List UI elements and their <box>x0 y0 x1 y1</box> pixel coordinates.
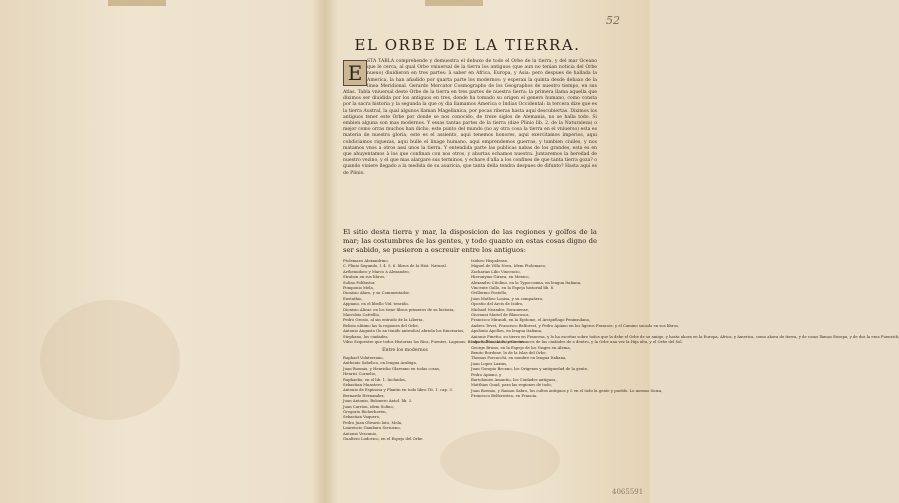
author-entry: Hieronymo Girava, en Mexico, <box>471 274 530 280</box>
author-entry: Iulio Ballino, la Estatua entonces de las ciudades de a dentro, y la Orbe una vez la Hija alta, y el Orbe del Sol. <box>471 339 683 345</box>
author-entry: Juan Carrion, idem Solino, <box>343 403 394 409</box>
author-entry: Michael Neander, Sorauiense, <box>471 306 530 312</box>
author-entry: Alexandro Citolino, en la Typocosmia, en lengua Italiana, <box>471 279 582 285</box>
author-entry: Antonio de Espinosa y Plantin en todo libro Tit. 1. cap. 3. <box>343 387 453 393</box>
author-entry: Stephano, los ciudades, <box>343 333 389 339</box>
hinge-tab-right <box>425 0 483 6</box>
author-entry: Antonio Vescanio, <box>343 430 378 436</box>
author-entry: Strabon en sus libros, <box>343 274 386 280</box>
author-entry: Bernardo Hernandez, <box>343 392 385 398</box>
author-entry: Miguel de Villa Nova, Idem Ptolemaeo, <box>471 263 547 269</box>
author-entry: Sebastian Vaquero, <box>343 414 381 420</box>
author-entry: Vincente Gallo, en la Espejo historial lib. 8. <box>471 285 555 291</box>
author-entry: Arthemidoro y Marco à Alexandro, <box>343 268 410 274</box>
author-entry: Juan Boemio, y Henricko Glareano en todas cosas, <box>343 365 441 371</box>
author-entry: Giovanni Mariel de Blancosca, <box>471 312 530 318</box>
author-entry: Sebastian Munstero, <box>343 381 383 387</box>
author-entry: Belisio ulitimo las la regiones del Orbe, <box>343 322 419 328</box>
author-entry: Opostio del Arcis de Isidro, <box>471 301 524 307</box>
author-entry: Pedro Orosio, al sin entrado de la Liberia, <box>343 317 424 323</box>
author-entry: Vibio Sequestre que todos Historias los Rios, Fuentes, Lagunas, Bosques, Montañas, y Gentes. <box>343 339 526 345</box>
author-entry: Zacharias Lilio Vincencio, <box>471 268 521 274</box>
author-entry: Raphaelio, en el lib. 1. Incluidos, <box>343 376 407 382</box>
author-entry: Pomponio Mela, <box>343 285 374 291</box>
author-entry: Isidoro Hispalense, <box>471 258 509 263</box>
author-entry: Pedro Juan Olivario lato, Mela, <box>343 419 403 425</box>
author-entry: Juan Matheo Loaisa, y su compañero, <box>471 295 544 301</box>
hinge-tab-left <box>108 0 166 6</box>
author-entry: Anthonio Sabelico, en lengua Arabiga, <box>343 360 417 366</box>
author-entry: Macrobio Cattellio, <box>343 312 381 318</box>
author-entry: Matthias Quad, para las regiones de todo, <box>471 382 553 388</box>
author-entry: Andres Tevet, Francisco Belforest, y Pedro Apiano en los ligeros Francois, y el Camino sacado en sus libros, <box>471 322 680 328</box>
body-text: STA TABLA comprehende y demuestra el debuxo de todo el Orbe de la tierra, y del mar Oceano que le cerca, al qual Orbe vniuersal de la tierra los antiguos (que aun no tenian noticia del Orbe nueuo) diuidieron en tres partes: à saber en Africa, Europa, y Asia: pero despues de hallada la America, la han añadido por quarta parte los modernos: y esperan la quinta desde debaxo de la linea Meridional. Gerardo Mercator Cosmographo de los Geographos de nuestro tiempo, en sus Atlas. Tabla vniuersal deste Orbe de la tierra en tres partes de nuestra tierra: la primera llama aquella que diximos ser diuidida por los antiguos en tres, donde ha tomado su origen el genero humano, como consta por la sacra historia y la segunda la que oy dia llamamos America o Indias Occidental: la tercera dize que es la tierra Austral, la qual algunos llaman Magellanica, por pocas riberas hasta aquí descubiertas. Diximos los antiguos tener este Orbe por donde se nos conocido, de treze siglos de Alemania, no se halla todo. Si embien alguna son mas modernos. Y essas tantas partes de la tierra (dize Plinio lib. 2. de la Naturaleza) o mejor como orras muchos han dicho, este punto del mundo (no ay otra cosa la tierra en el vniuerso) esta es materia de nuestra gloria, este es el assiento, aqui tenemos honores, aqui exercitamos imperios, aqui cobdiciamos riquezas, aqui bulle el linage humano, aqui emprendemos guerras, y tambien ciuiles, y nos matamos vnos a otros assi unos la tierra. Y entendida parte las publicas nabas de los grandes, esta es en que ahuyentamos à los que confinan con nos otros, y ahurtas echamos nuestra. Juntaremos la heredad de nuestro vezino, y el que mas alargare sus terminos, y echare d'alla a los confines de que tanta tierra goza? o quando viuiere llegado a la medida de su auaricia, que tanta della tendra despues de difunto? Hasta aqui es de Plinio. <box>343 59 597 176</box>
authors-introduction: El sitio desta tierra y mar, la disposicion de las regiones y golfos de la mar; las costumbres de las gentes, y todo quanto en estas cosas digno de ser sabido, se pusieron a escreuir entre los antiguos: <box>343 228 597 254</box>
author-entry: Gregorio Richerhoven, <box>343 408 387 414</box>
author-entry: Juan Antonio, Bolonero Antol. lib. 2. <box>343 398 413 404</box>
authors-list-right <box>471 258 899 399</box>
author-entry: Gualtero Ludovico, en el Espejo del Orbe. <box>343 436 424 441</box>
author-entry: Thomas Porcacchi, en nombre en lengua Italiana, <box>471 355 567 361</box>
page-title: EL ORBE DE LA TIERRA. <box>354 36 581 54</box>
moderns-heading: Entre los modernos <box>382 347 428 353</box>
author-entry: George Bruno, en la Espejo de los Viages en Alema, <box>471 344 571 350</box>
author-entry: Juan Boemio, y Ramon Sabro, los cultos antiguos y 5 en el todo la gente y pueblo. Lo mesmo Suiza, <box>471 387 663 393</box>
author-entry: Francisco Mirandi, en la Epitome, el Arcipiélago Peninsulano, <box>471 317 591 323</box>
author-entry: Raphael Volaterrano, <box>343 354 384 360</box>
author-entry: Solino Polihistor, <box>343 279 376 285</box>
author-entry: Apolonio Apollon, en lengua Italiana, <box>471 328 543 334</box>
decorated-initial: E <box>343 60 367 86</box>
author-entry: Henrici Cornelio, <box>343 371 377 377</box>
author-entry: Laurencio Gambara Scriueno, <box>343 425 401 431</box>
page-number: 52 <box>606 14 620 27</box>
author-entry: Dionisio Alicar. en los tiene libros primeros de su historia, <box>343 306 455 312</box>
author-entry: Ptolemaeo Alexandrino. <box>343 258 389 263</box>
author-entry: Antonio Augusto (lo an tenido antesdos) abriola los Itinerarios, <box>343 328 465 334</box>
paper-stain <box>40 300 180 420</box>
author-entry: Francisco Belforesteo, en Francia. <box>471 393 538 399</box>
author-entry: Appiano, en el libello Vid. tencido. <box>343 301 409 307</box>
author-entry: Antonio Pinetto, su tierra en Francesa, y lo ha escritas sobre todos que la debe el Orbe de su amigo, y hasta ahora en la Europa, Africa, y America, como ahora de tierra, y de como llamas Europa, y de dos la eras Fuenrich, <box>471 333 899 339</box>
author-entry: Pedro Apiano, y <box>471 371 502 377</box>
author-entry: C. Plinio Segundo, l. 4. 5. 6. libros de la Hist. Natural. <box>343 263 447 269</box>
author-entry: Dionisio Afaro, y su Commentador, <box>343 290 410 296</box>
author-entry: Bartolomeo Amantio, los Ciudades antiguos, <box>471 376 557 382</box>
author-entry: Juan Goropio Becano, los Orígenes y antiguedad de la gente, <box>471 366 589 372</box>
archive-mark: 4065591 <box>612 488 644 496</box>
author-entry: Eustathio, <box>343 295 363 301</box>
author-entry: Juan Lopez Laxius, <box>471 360 508 366</box>
author-entry: Benito Bordone, la de la Islas del Orbe, <box>471 349 547 355</box>
author-entry: Gvillermo Postello, <box>471 290 508 296</box>
